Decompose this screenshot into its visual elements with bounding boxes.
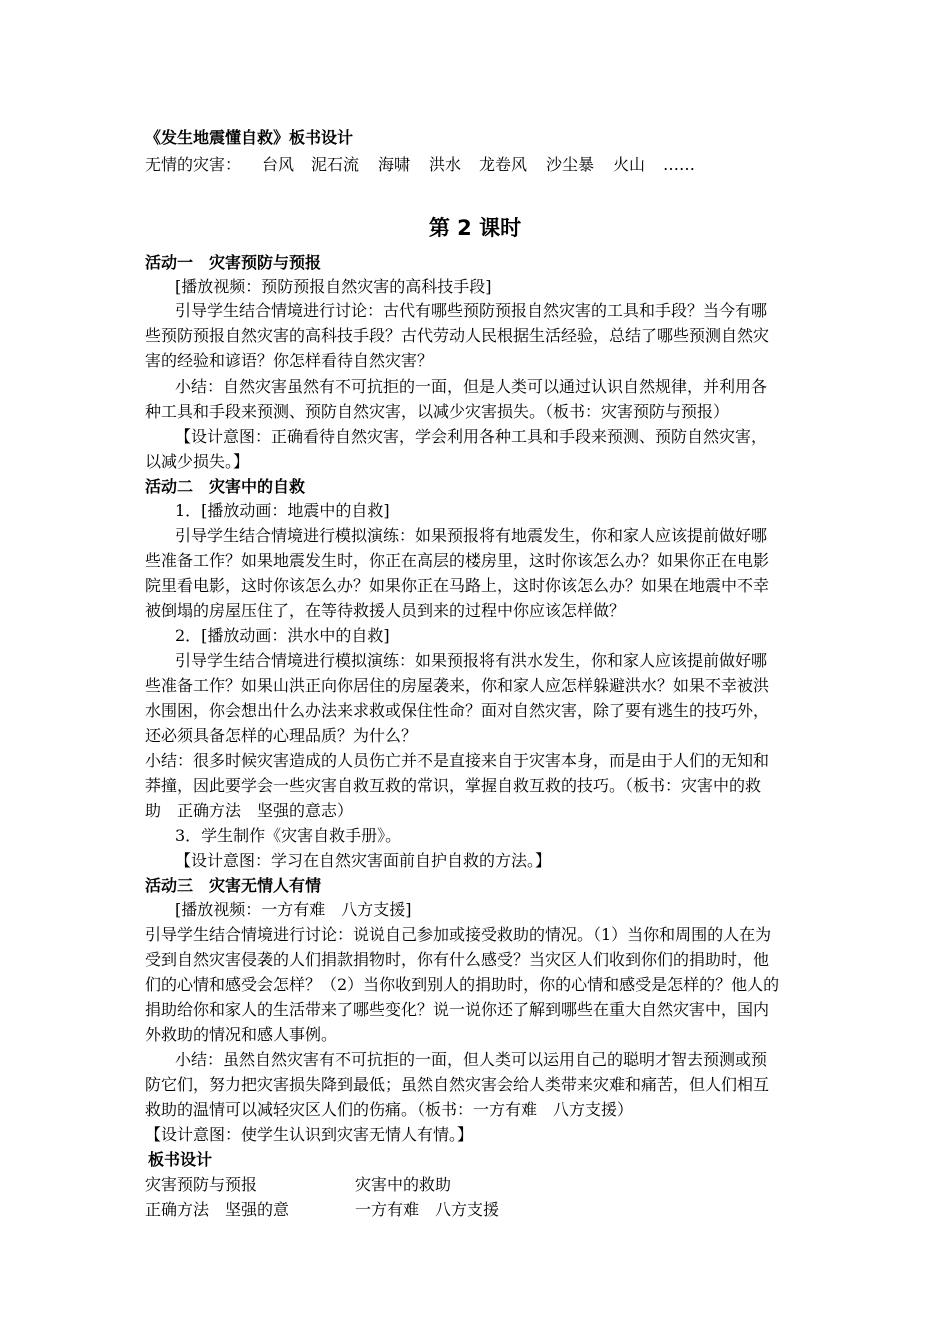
design-intent: 以减少损失。】 xyxy=(145,452,250,471)
body-line: 些准备工作？如果山洪正向你居住的房屋袭来，你和家人应怎样躲避洪水？如果不幸被洪 xyxy=(145,676,770,695)
body-line: 3．学生制作《灾害自救手册》。 xyxy=(175,826,402,845)
body-line: 些预防预报自然灾害的高科技手段？古代劳动人民根据生活经验，总结了哪些预测自然灾 xyxy=(145,326,770,345)
summary-line: 防它们，努力把灾害损失降到最低；虽然自然灾害会给人类带来灾难和痛苦，但人们相互 xyxy=(145,1075,770,1094)
board-title: 板书设计 xyxy=(148,1150,213,1169)
body-line: 院里看电影，这时你该怎么办？如果你正在马路上，这时你该怎么办？如果在地震中不幸 xyxy=(145,576,770,595)
design-intent: 【设计意图：使学生认识到灾害无情人有情。】 xyxy=(145,1125,474,1144)
summary-line: 救助的温情可以减轻灾区人们的伤痛。（板书：一方有难 八方支援） xyxy=(145,1100,634,1119)
design-intent: 【设计意图：学习在自然灾害面前自护自救的方法。】 xyxy=(175,851,552,870)
body-line: 引导学生结合情境进行讨论：说说自己参加或接受救助的情况。（1）当你和周围的人在为 xyxy=(145,925,772,944)
hazard-item: 泥石流 xyxy=(311,155,360,174)
body-line: 被倒塌的房屋压住了，在等待救援人员到来的过程中你应该怎样做？ xyxy=(145,601,626,620)
hazard-item: 海啸 xyxy=(378,155,411,174)
hazard-item: 洪水 xyxy=(429,155,462,174)
body-line: 引导学生结合情境进行模拟演练：如果预报将有洪水发生，你和家人应该提前做好哪 xyxy=(175,651,768,670)
body-line: 引导学生结合情境进行讨论：古代有哪些预防预报自然灾害的工具和手段？当今有哪 xyxy=(175,301,768,320)
board-cell: 正确方法 坚强的意 xyxy=(145,1200,290,1219)
summary-line: 莽撞，因此要学会一些灾害自救互救的常识，掌握自救互救的技巧。（板书：灾害中的救 xyxy=(145,776,762,795)
summary-line: 小结：自然灾害虽然有不可抗拒的一面，但是人类可以通过认识自然规律，并利用各 xyxy=(175,377,768,396)
body-line: 害的经验和谚语？你怎样看待自然灾害？ xyxy=(145,351,434,370)
hazard-item: 火山 xyxy=(613,155,646,174)
body-line: 们的心情和感受会怎样？（2）当你收到别人的捐助时，你的心情和感受是怎样的？他人的 xyxy=(145,975,780,994)
media-note: 2．[播放动画：洪水中的自救] xyxy=(175,626,390,645)
hazard-item: 台风 xyxy=(262,155,295,174)
body-line: 还必须具备怎样的心理品质？为什么？ xyxy=(145,726,418,745)
activity-heading: 活动二 灾害中的自救 xyxy=(145,477,306,496)
activity-heading: 活动一 灾害预防与预报 xyxy=(145,253,322,272)
activity-heading: 活动三 灾害无情人有情 xyxy=(145,876,322,895)
board-cell: 一方有难 八方支援 xyxy=(355,1200,500,1219)
hazard-item: 沙尘暴 xyxy=(546,155,595,174)
body-line: 些准备工作？如果地震发生时，你正在高层的楼房里，这时你该怎么办？如果你正在电影 xyxy=(145,551,770,570)
hazards-label: 无情的灾害： xyxy=(145,155,242,174)
body-line: 外救助的情况和感人事例。 xyxy=(145,1025,338,1044)
body-line: 受到自然灾害侵袭的人们捐款捐物时，你有什么感受？当灾区人们收到你们的捐助时，他 xyxy=(145,950,770,969)
board-cell: 灾害预防与预报 xyxy=(145,1175,258,1194)
design-intent: 【设计意图：正确看待自然灾害，学会利用各种工具和手段来预测、预防自然灾害， xyxy=(175,427,768,446)
media-note: 1．[播放动画：地震中的自救] xyxy=(175,501,390,520)
body-line: 水围困，你会想出什么办法来求救或保住性命？面对自然灾害，除了要有逃生的技巧外， xyxy=(145,701,770,720)
lesson-title: 第 2 课时 xyxy=(428,216,522,240)
summary-line: 种工具和手段来预测、预防自然灾害，以减少灾害损失。（板书：灾害预防与预报） xyxy=(145,402,730,421)
hazard-item: 龙卷风 xyxy=(479,155,528,174)
body-line: 引导学生结合情境进行模拟演练：如果预报将有地震发生，你和家人应该提前做好哪 xyxy=(175,526,768,545)
summary-line: 助 正确方法 坚强的意志） xyxy=(145,801,354,820)
media-note: [播放视频：一方有难 八方支援] xyxy=(175,900,412,919)
body-line: 捐助给你和家人的生活带来了哪些变化？说一说你还了解到哪些在重大自然灾害中，国内 xyxy=(145,1000,770,1019)
intro-title: 《发生地震懂自救》板书设计 xyxy=(145,128,354,147)
summary-line: 小结：很多时候灾害造成的人员伤亡并不是直接来自于灾害本身，而是由于人们的无知和 xyxy=(145,751,770,770)
hazard-item: …… xyxy=(663,155,695,174)
board-cell: 灾害中的救助 xyxy=(355,1175,452,1194)
media-note: [播放视频：预防预报自然灾害的高科技手段] xyxy=(175,277,492,296)
summary-line: 小结：虽然自然灾害有不可抗拒的一面，但人类可以运用自己的聪明才智去预测或预 xyxy=(175,1050,768,1069)
